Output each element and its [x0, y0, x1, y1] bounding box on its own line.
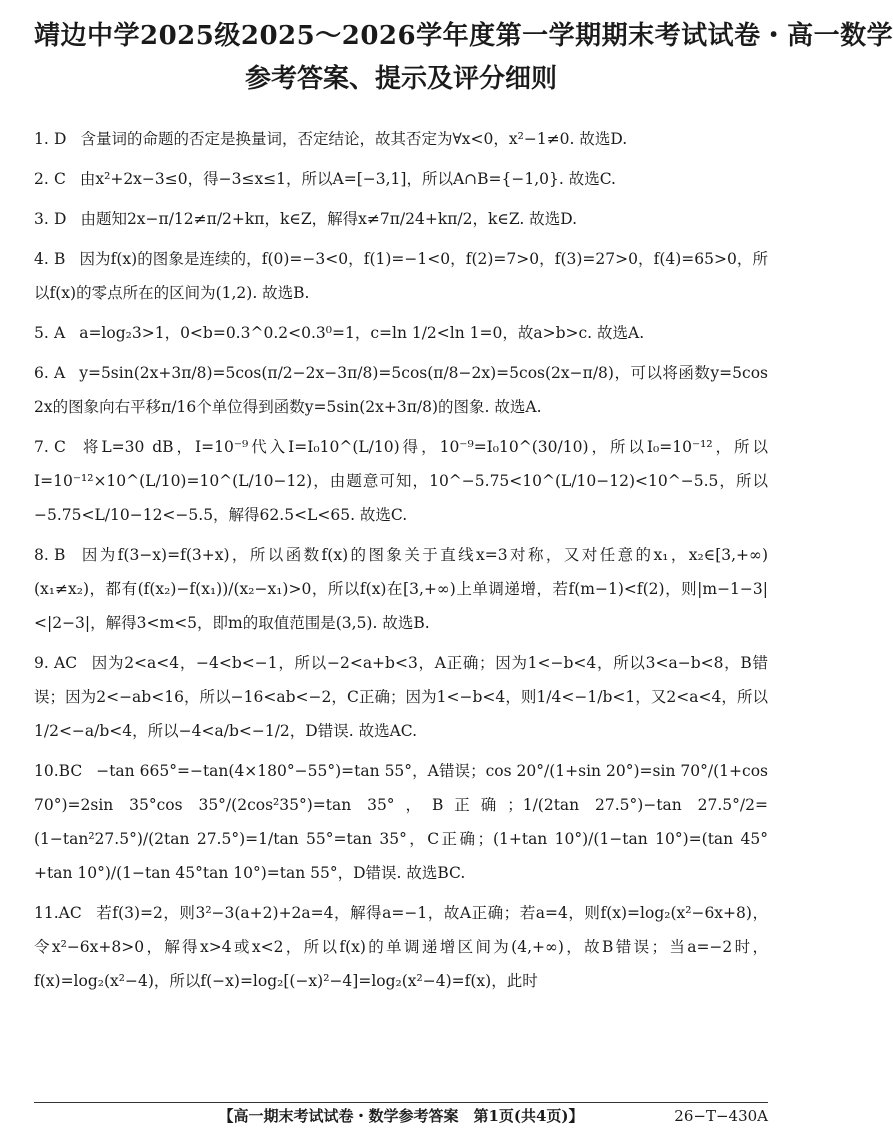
- answer-choice: BC: [58, 762, 83, 780]
- answer-explanation: 若f(3)=2，则3²−3(a+2)+2a=4，解得a=−1，故A正确；若a=4，则f(x)=log₂(x²−6x+8)，令x²−6x+8>0，解得x>4或x<2，所以f(x)的单调递增区间为(4,+∞)，故B错误；当a=−2时，f(x)=log₂(x²−4)，所以f(−x)=log₂[(−x)²−4]=log₂(x²−4)=f(x)，此时: [34, 904, 768, 990]
- answer-number: 1.: [34, 130, 49, 148]
- answer-explanation: 因为2<a<4，−4<b<−1，所以−2<a+b<3，A正确；因为1<−b<4，所以3<a−b<8，B错误；因为2<−ab<16，所以−16<ab<−2，C正确；因为1<−b<4，则1/4<−1/b<1，又2<a<4，所以1/2<−a/b<4，所以−4<a/b<−1/2，D错误. 故选AC.: [34, 654, 768, 740]
- answer-number: 9.: [34, 654, 49, 672]
- answer-item-2: [34, 162, 768, 196]
- answer-explanation: y=5sin(2x+3π/8)=5cos(π/2−2x−3π/8)=5cos(π/8−2x)=5cos(2x−π/8)，可以将函数y=5cos 2x的图象向右平移π/16个单位得到函数y=5sin(2x+3π/8)的图象. 故选A.: [34, 364, 768, 416]
- page-title: 靖边中学2025级2025～2026学年度第一学期期末考试试卷・高一数学: [34, 21, 893, 51]
- page-subtitle: 参考答案、提示及评分细则: [244, 64, 557, 94]
- answer-number: 3.: [34, 210, 49, 228]
- answer-item-8: [34, 538, 768, 640]
- answer-item-1: [34, 122, 768, 156]
- answer-item-9: [34, 646, 768, 748]
- answer-item-6: [34, 356, 768, 424]
- answer-choice: C: [54, 438, 66, 456]
- answer-number: 4.: [34, 250, 49, 268]
- answer-item-11: [34, 896, 768, 998]
- answer-explanation: 含量词的命题的否定是换量词，否定结论，故其否定为∀x<0，x²−1≠0. 故选D.: [80, 130, 628, 148]
- answer-explanation: 由题知2x−π/12≠π/2+kπ，k∈Z，解得x≠7π/24+kπ/2，k∈Z. 故选D.: [80, 210, 578, 228]
- answer-choice: B: [54, 546, 66, 564]
- answer-explanation: 因为f(x)的图象是连续的，f(0)=−3<0，f(1)=−1<0，f(2)=7>0，f(3)=27>0，f(4)=65>0，所以f(x)的零点所在的区间为(1,2). 故选B.: [34, 250, 768, 302]
- footer-page-info: 【高一期末考试试卷・数学参考答案 第1页(共4页)】: [218, 1107, 584, 1125]
- answer-choice: AC: [58, 904, 82, 922]
- answer-explanation: 将L=30 dB，I=10⁻⁹代入I=I₀10^(L/10)得，10⁻⁹=I₀10^(30/10)，所以I₀=10⁻¹²，所以I=10⁻¹²×10^(L/10)=10^(L/10−12)，由题意可知，10^−5.75<10^(L/10−12)<10^−5.5，所以−5.75<L/10−12<−5.5，解得62.5<L<65. 故选C.: [34, 438, 768, 524]
- answer-choice: A: [54, 324, 66, 342]
- answer-explanation: −tan 665°=−tan(4×180°−55°)=tan 55°，A错误；cos 20°/(1+sin 20°)=sin 70°/(1+cos 70°)=2sin 35°cos 35°/(2cos²35°)=tan 35°，B正确；1/(2tan 27.5°)−tan 27.5°/2=(1−tan²27.5°)/(2tan 27.5°)=1/tan 55°=tan 35°，C正确；(1+tan 10°)/(1−tan 10°)=(tan 45°+tan 10°)/(1−tan 45°tan 10°)=tan 55°，D错误. 故选BC.: [34, 762, 768, 882]
- answer-choice: D: [54, 210, 67, 228]
- answer-number: 11.: [34, 904, 59, 922]
- answer-number: 8.: [34, 546, 49, 564]
- answer-number: 2.: [34, 170, 49, 188]
- answer-item-4: [34, 242, 768, 310]
- answer-item-10: [34, 754, 768, 890]
- answer-choice: A: [54, 364, 66, 382]
- answer-choice: C: [54, 170, 66, 188]
- answer-choice: AC: [54, 654, 78, 672]
- answer-explanation: 因为f(3−x)=f(3+x)，所以函数f(x)的图象关于直线x=3对称，又对任意的x₁，x₂∈[3,+∞)(x₁≠x₂)，都有(f(x₂)−f(x₁))/(x₂−x₁)>0，所以f(x)在[3,+∞)上单调递增，若f(m−1)<f(2)，则|m−1−3|<|2−3|，解得3<m<5，即m的取值范围是(3,5). 故选B.: [34, 546, 768, 632]
- answer-item-7: [34, 430, 768, 532]
- answer-item-5: [34, 316, 768, 350]
- answer-number: 6.: [34, 364, 49, 382]
- answer-list: [34, 122, 768, 998]
- answer-item-3: [34, 202, 768, 236]
- page-footer: [34, 1102, 768, 1129]
- answer-number: 10.: [34, 762, 59, 780]
- answer-choice: D: [54, 130, 67, 148]
- answer-number: 7.: [34, 438, 49, 456]
- answer-explanation: a=log₂3>1，0<b=0.3^0.2<0.3⁰=1，c=ln 1/2<ln 1=0，故a>b>c. 故选A.: [79, 324, 645, 342]
- answer-number: 5.: [34, 324, 49, 342]
- footer-paper-code: 26−T−430A: [674, 1107, 768, 1125]
- answer-choice: B: [54, 250, 66, 268]
- answer-explanation: 由x²+2x−3≤0，得−3≤x≤1，所以A=[−3,1]，所以A∩B={−1,0}. 故选C.: [79, 170, 616, 188]
